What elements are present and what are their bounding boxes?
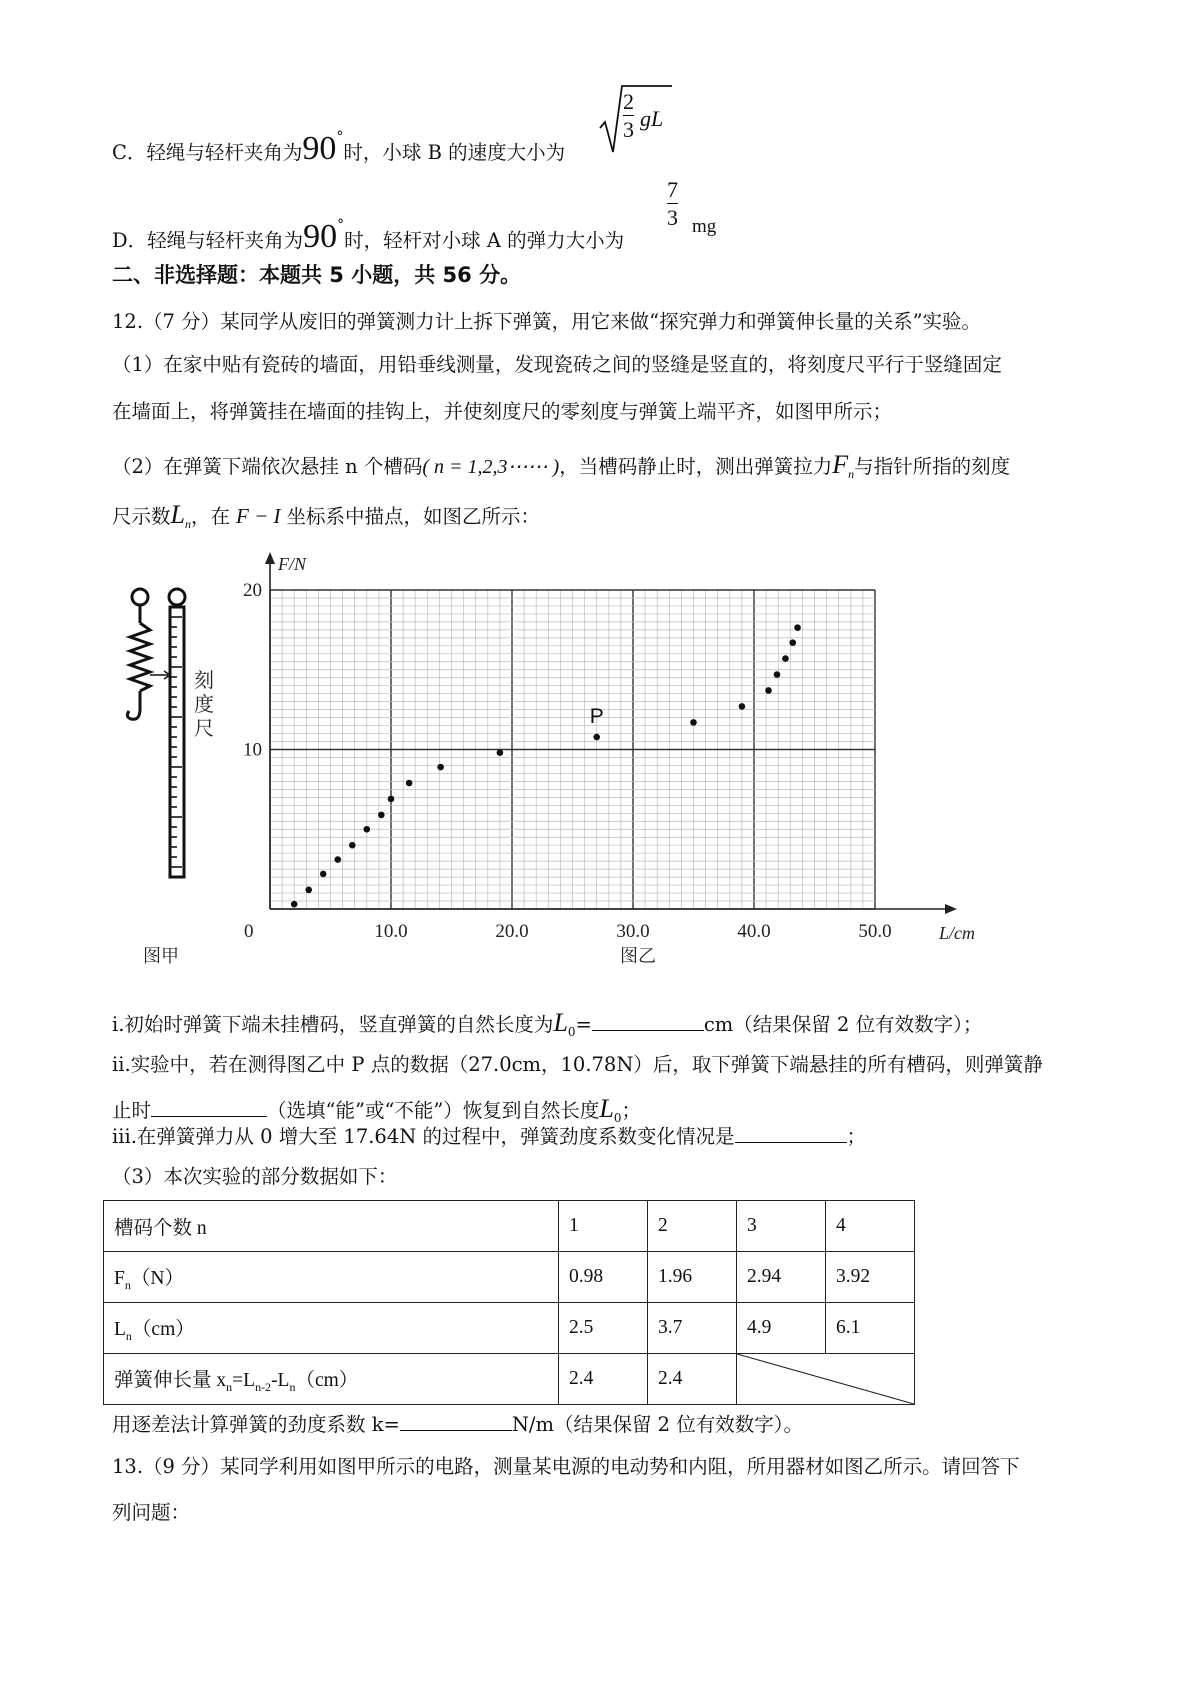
data-point: [334, 856, 341, 863]
table-header-ln: $L_n(cm)$: [104, 1303, 559, 1354]
data-point: [437, 764, 444, 771]
q12-p2-Fsub: n: [848, 466, 855, 481]
option-c-frac-den: 3: [623, 117, 634, 143]
table-cell: 0.98: [559, 1252, 648, 1303]
q12-iii-text-b: ；: [846, 1125, 867, 1148]
ruler-label-2: 度: [194, 692, 214, 716]
q12-intro: 12.（7 分）某同学从废旧的弹簧测力计上拆下弹簧，用它来做“探究弹力和弹簧伸长量的关系”实验。: [112, 310, 982, 333]
fig-yi-caption: 图乙: [620, 946, 656, 967]
q12-p2-FI: F − I: [236, 504, 281, 528]
option-d-prefix: D．轻绳与轻杆夹角为: [112, 229, 304, 252]
table-header-xn: 弹簧伸长量 $x_n=L_{n-2}-L_n(cm)$: [104, 1354, 559, 1405]
q12-k-text-b: N/m（结果保留 2 位有效数字）。: [511, 1413, 804, 1436]
data-point: [774, 671, 781, 678]
q12-p2-Lsub: n: [184, 516, 191, 531]
ruler-icon: [169, 589, 185, 877]
q12-ii-L0-sub: 0: [613, 1110, 622, 1125]
data-table: [103, 1200, 915, 1405]
data-point: [765, 687, 772, 694]
x-tick-label: 40.0: [737, 921, 771, 942]
table-cell: 1: [559, 1201, 648, 1252]
q12-p2-line2-a: 尺示数: [112, 505, 171, 528]
table-header-fn: $F_n(N)$: [104, 1252, 559, 1303]
data-point: [364, 826, 371, 833]
x-tick-label: 30.0: [616, 921, 650, 942]
q12-i-L0: L: [553, 1008, 568, 1037]
option-c-frac-num: 2: [623, 89, 634, 114]
q12-i-L0-sub: 0: [567, 1024, 576, 1039]
option-d-angle: 90: [303, 218, 338, 255]
table-cell: 2.94: [737, 1252, 826, 1303]
table-cell: 2.5: [559, 1303, 648, 1354]
table-cell: 2: [648, 1201, 737, 1252]
x-tick-label: 10.0: [374, 921, 408, 942]
q13-line2: 列问题：: [112, 1501, 191, 1524]
q12-p2-L: L: [170, 500, 185, 529]
option-d-frac: [667, 178, 678, 229]
table-row: [104, 1252, 915, 1303]
q12-p2-paren: ( n = 1,2,3⋯⋯ ): [422, 456, 560, 478]
option-d: [112, 210, 624, 256]
q12-p1-line1: （1）在家中贴有瓷砖的墙面，用铅垂线测量，发现瓷砖之间的竖缝是竖直的，将刻度尺平行于竖缝固定: [112, 353, 1002, 376]
q12-i: [112, 1008, 982, 1047]
figure-jia: [124, 585, 234, 885]
data-point: [378, 812, 385, 819]
ruler-label-1: 刻: [194, 668, 214, 692]
point-p-label: P: [589, 705, 604, 729]
q12-ii-line1: ii.实验中，若在测得图乙中 P 点的数据（27.0cm，10.78N）后，取下弹簧下端悬挂的所有槽码，则弹簧静: [112, 1053, 1043, 1076]
table-row: [104, 1354, 915, 1405]
option-d-frac-den: 3: [667, 205, 678, 231]
x-tick-label: 20.0: [495, 921, 529, 942]
table-cell: 3: [737, 1201, 826, 1252]
option-c-deg: °: [336, 129, 344, 145]
table-cell: 6.1: [826, 1303, 915, 1354]
option-c-sqrt-formula: [598, 78, 673, 156]
option-c-suffix: 时，小球 B 的速度大小为: [343, 141, 566, 164]
q12-i-text-c: cm（结果保留 2 位有效数字）；: [703, 1013, 983, 1036]
ruler-label-3: 尺: [194, 716, 214, 740]
y-axis-label: F/N: [278, 554, 307, 574]
data-point: [349, 842, 356, 849]
table-row: [104, 1201, 915, 1252]
fig-jia-caption: 图甲: [143, 946, 179, 967]
q12-p2-F: F: [832, 450, 849, 479]
x-tick-label: 50.0: [858, 921, 892, 942]
q12-ii-answer-blank[interactable]: [151, 1094, 267, 1117]
q12-iii-text-a: iii.在弹簧弹力从 0 增大至 17.64N 的过程中，弹簧劲度系数变化情况是: [112, 1125, 735, 1148]
q12-p2-line2-c: 坐标系中描点，如图乙所示：: [286, 505, 541, 528]
q13-line1: 13.（9 分）某同学利用如图甲所示的电路，测量某电源的电动势和内阻，所用器材如图乙所示。请回答下: [112, 1455, 1020, 1478]
section-2-title: 二、非选择题：本题共 5 小题，共 56 分。: [112, 263, 522, 287]
table-cell: 1.96: [648, 1252, 737, 1303]
q12-p2-line2: [112, 500, 540, 539]
option-d-frac-num: 7: [667, 177, 678, 202]
option-d-tail: mg: [692, 216, 717, 237]
option-c-angle: 90: [302, 130, 337, 167]
table-cell: 4.9: [737, 1303, 826, 1354]
q12-k: [112, 1408, 803, 1440]
q12-ii-text-c: （选填“能”或“不能”）恢复到自然长度: [267, 1099, 600, 1122]
y-tick-label: 10: [243, 739, 262, 761]
data-point: [406, 780, 413, 787]
q12-p1-line2: 在墙面上，将弹簧挂在墙面的挂钩上，并使刻度尺的零刻度与弹簧上端平齐，如图甲所示；: [112, 400, 893, 423]
option-d-deg: °: [337, 217, 345, 233]
q12-p2-line2-b: ，在: [190, 505, 230, 528]
data-point: [291, 901, 298, 908]
y-tick-label: 20: [243, 580, 262, 601]
q12-iii: [112, 1120, 866, 1152]
q12-i-text-a: i.初始时弹簧下端未挂槽码，竖直弹簧的自然长度为: [112, 1013, 554, 1036]
table-cell: 3.92: [826, 1252, 915, 1303]
data-point: [388, 796, 395, 803]
q12-p3: （3）本次实验的部分数据如下：: [112, 1165, 398, 1188]
q12-i-answer-blank[interactable]: [592, 1008, 704, 1031]
data-point: [739, 703, 746, 710]
q12-p2-text-a: （2）在弹簧下端依次悬挂 n 个槽码: [112, 455, 423, 478]
q12-k-answer-blank[interactable]: [400, 1408, 512, 1431]
q12-ii-L0: L: [599, 1094, 614, 1123]
table-cell: 3.7: [648, 1303, 737, 1354]
data-point: [320, 871, 327, 878]
q12-i-eq: =: [575, 1013, 592, 1036]
table-diagonal-cell: [737, 1354, 915, 1405]
data-point: [305, 887, 312, 894]
figure-yi-chart: [230, 545, 1070, 945]
q12-iii-answer-blank[interactable]: [735, 1120, 847, 1143]
option-c-prefix: C．轻绳与轻杆夹角为: [112, 141, 303, 164]
table-cell: 2.4: [559, 1354, 648, 1405]
x-axis-arrow: [945, 904, 957, 914]
spring-icon: [127, 589, 170, 719]
data-point: [690, 719, 697, 726]
y-axis-arrow: [265, 552, 275, 564]
option-c: [112, 122, 565, 168]
x-tick-label: 0: [244, 921, 254, 942]
table-cell: 2.4: [648, 1354, 737, 1405]
q12-ii-text-d: ；: [621, 1099, 642, 1122]
table-header-n: 槽码个数 n: [104, 1201, 559, 1252]
data-point: [593, 734, 600, 741]
q12-k-text-a: 用逐差法计算弹簧的劲度系数 k=: [112, 1413, 400, 1436]
q12-p2-line1: [112, 450, 1010, 489]
data-point: [497, 749, 504, 756]
data-point: [794, 624, 801, 631]
data-point: [782, 655, 789, 662]
option-d-suffix: 时，轻杆对小球 A 的弹力大小为: [344, 229, 625, 252]
x-axis-label: L/cm: [939, 923, 975, 943]
q12-p2-text-c: 与指针所指的刻度: [854, 455, 1011, 478]
q12-p2-text-b: ，当槽码静止时，测出弹簧拉力: [559, 455, 833, 478]
data-point: [789, 639, 796, 646]
table-cell: 4: [826, 1201, 915, 1252]
option-c-tail: gL: [640, 106, 664, 131]
q12-ii-text-b: 止时: [112, 1099, 152, 1122]
table-row: [104, 1303, 915, 1354]
